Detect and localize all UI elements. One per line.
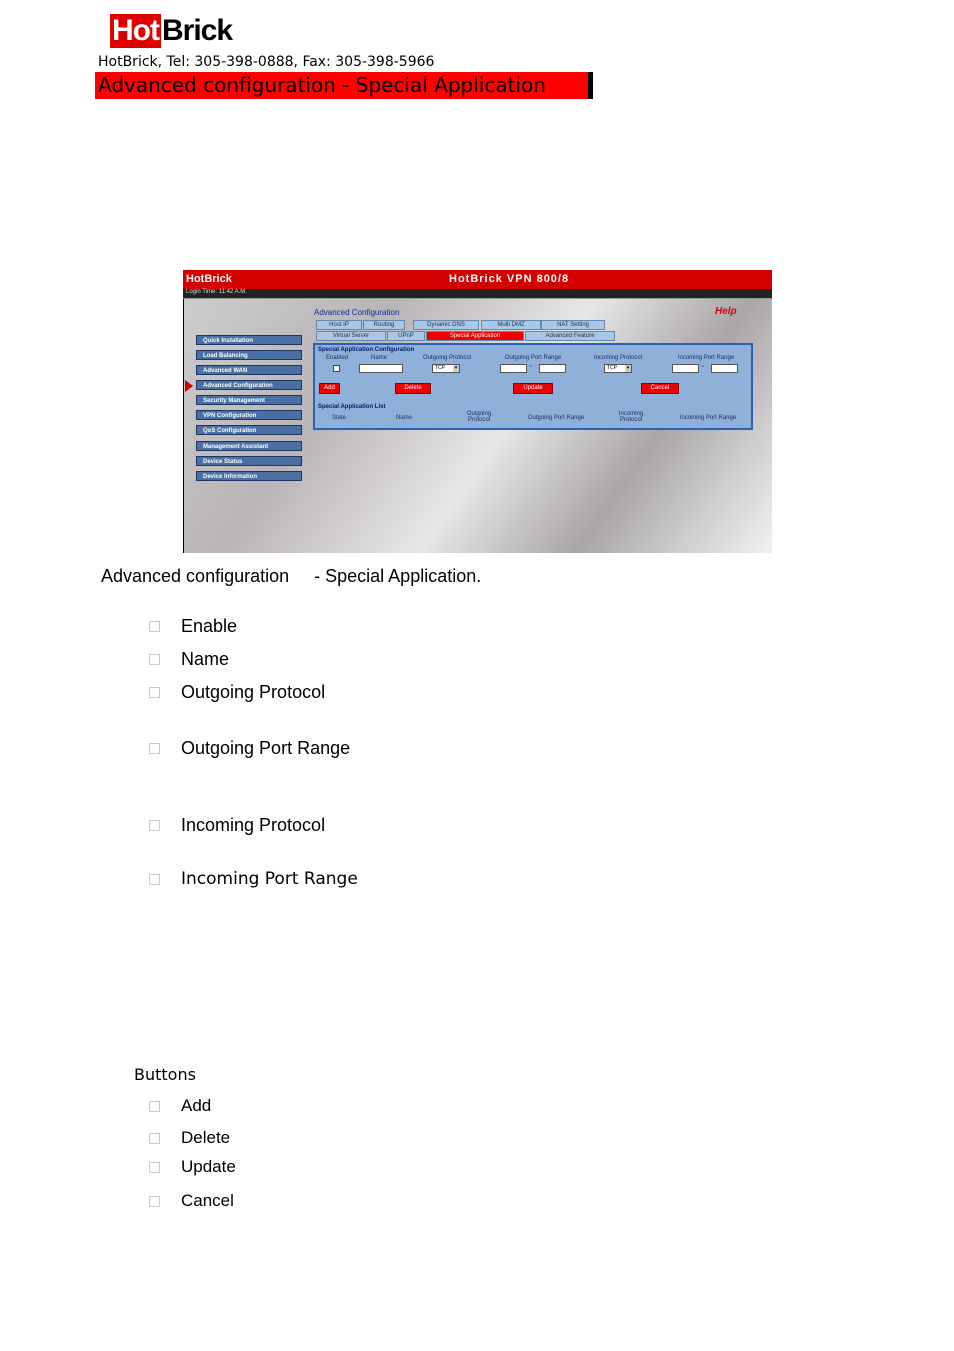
config-title: Special Application Configuration xyxy=(318,347,415,353)
screenshot-left-border xyxy=(183,270,184,553)
bullet-icon: □ xyxy=(148,684,162,700)
buttons-heading: Buttons xyxy=(134,1065,196,1084)
menu-management-assistant[interactable]: Management Assistant xyxy=(196,441,302,451)
enabled-checkbox[interactable] xyxy=(333,365,340,372)
figure-caption: Advanced configuration - Special Application. xyxy=(101,566,482,586)
cancel-button[interactable]: Cancel xyxy=(641,383,679,394)
outgoing-port-end-input[interactable] xyxy=(539,364,566,373)
logo-brick-text: Brick xyxy=(161,14,233,47)
tab-virtual-server[interactable]: Virtual Server xyxy=(316,331,386,341)
menu-qos-configuration[interactable]: QoS Configuration xyxy=(196,425,302,435)
outgoing-protocol-value: TCP xyxy=(435,365,445,371)
header-outgoing-port-range: Outgoing Port Range xyxy=(504,355,562,361)
button-item-add: Add xyxy=(181,1096,212,1115)
dropdown-arrow-icon: ▾ xyxy=(626,365,630,371)
menu-load-balancing[interactable]: Load Balancing xyxy=(196,350,302,360)
incoming-protocol-select[interactable] xyxy=(604,364,632,373)
bullet-icon: □ xyxy=(148,618,162,634)
router-header xyxy=(183,270,772,289)
incoming-range-separator: ~ xyxy=(701,364,705,370)
bullet-icon: □ xyxy=(148,1130,162,1146)
button-item-delete: Delete xyxy=(181,1128,231,1147)
title-bar-edge xyxy=(588,72,593,99)
outgoing-range-separator: ~ xyxy=(529,364,533,370)
button-item-update: Update xyxy=(181,1157,236,1176)
bullet-icon: □ xyxy=(148,740,162,756)
button-item-cancel: Cancel xyxy=(181,1191,234,1210)
menu-advanced-wan[interactable]: Advanced WAN xyxy=(196,365,302,375)
incoming-port-end-input[interactable] xyxy=(711,364,738,373)
menu-device-information[interactable]: Device Information xyxy=(196,471,302,481)
outgoing-protocol-select[interactable] xyxy=(432,364,460,373)
bullet-icon: □ xyxy=(148,1193,162,1209)
menu-vpn-configuration[interactable]: VPN Configuration xyxy=(196,410,302,420)
list-header-incoming-port-range: Incoming Port Range xyxy=(679,415,737,421)
list-header-outgoing-port-range: Outgoing Port Range xyxy=(527,415,585,421)
list-title: Special Application List xyxy=(318,404,386,410)
router-logo: HotBrick xyxy=(186,273,232,285)
tab-advanced-feature[interactable]: Advanced Feature xyxy=(525,331,615,341)
field-name: Name xyxy=(181,649,230,669)
field-incoming-port-range: Incoming Port Range xyxy=(181,869,358,889)
list-header-incoming-protocol: Incoming Protocol xyxy=(618,411,644,423)
bullet-icon: □ xyxy=(148,651,162,667)
delete-button[interactable]: Delete xyxy=(395,383,431,394)
header-divider xyxy=(183,298,772,299)
tab-multi-dmz[interactable]: Multi DMZ xyxy=(481,320,541,330)
tab-special-application[interactable]: Special Application xyxy=(426,331,524,341)
menu-security-management[interactable]: Security Management xyxy=(196,395,302,405)
router-product-name: HotBrick VPN 800/8 xyxy=(449,273,570,285)
advanced-configuration-title: Advanced Configuration xyxy=(314,308,400,317)
menu-advanced-configuration[interactable]: Advanced Configuration xyxy=(196,380,302,390)
bullet-icon: □ xyxy=(148,1159,162,1175)
list-header-name: Name xyxy=(395,415,412,421)
header-incoming-protocol: Incoming Protocol xyxy=(593,355,643,361)
menu-device-status[interactable]: Device Status xyxy=(196,456,302,466)
tab-upnp[interactable]: UPnP xyxy=(387,331,425,341)
section-title: Advanced configuration - Special Application xyxy=(98,73,546,97)
add-button[interactable]: Add xyxy=(319,383,340,394)
router-screenshot xyxy=(183,270,772,553)
bullet-icon: □ xyxy=(148,871,162,887)
help-link[interactable]: Help xyxy=(715,306,737,317)
incoming-protocol-value: TCP xyxy=(607,365,617,371)
logo-hot-text: Hot xyxy=(112,14,159,47)
tab-host-ip[interactable]: Host IP xyxy=(316,320,362,330)
header-outgoing-protocol: Outgoing Protocol xyxy=(422,355,472,361)
update-button[interactable]: Update xyxy=(513,383,553,394)
login-time: Login Time: 11:42 A.M. xyxy=(186,289,247,295)
bullet-icon: □ xyxy=(148,1098,162,1114)
field-enable: Enable xyxy=(181,616,238,636)
special-application-panel xyxy=(313,343,753,430)
hotbrick-logo xyxy=(110,8,232,48)
name-input[interactable] xyxy=(359,364,403,373)
list-header-state: State xyxy=(331,415,346,421)
menu-quick-installation[interactable]: Quick Installation xyxy=(196,335,302,345)
field-outgoing-port-range: Outgoing Port Range xyxy=(181,738,351,758)
header-name: Name xyxy=(370,355,387,361)
outgoing-port-start-input[interactable] xyxy=(500,364,527,373)
list-header-outgoing-protocol: Outgoing Protocol xyxy=(466,411,492,423)
header-incoming-port-range: Incoming Port Range xyxy=(677,355,735,361)
tab-dynamic-dns[interactable]: Dynamic DNS xyxy=(413,320,479,330)
section-title-bar xyxy=(95,72,588,99)
current-menu-arrow-icon xyxy=(185,380,193,392)
tab-routing[interactable]: Routing xyxy=(363,320,405,330)
field-outgoing-protocol: Outgoing Protocol xyxy=(181,682,326,702)
bullet-icon: □ xyxy=(148,817,162,833)
login-bar xyxy=(183,289,772,298)
field-incoming-protocol: Incoming Protocol xyxy=(181,815,326,835)
dropdown-arrow-icon: ▾ xyxy=(454,365,458,371)
contact-line: HotBrick, Tel: 305-398-0888, Fax: 305-398-5966 xyxy=(98,54,435,70)
tab-nat-setting[interactable]: NAT Setting xyxy=(541,320,605,330)
incoming-port-start-input[interactable] xyxy=(672,364,699,373)
header-enabled: Enabled xyxy=(325,355,349,361)
